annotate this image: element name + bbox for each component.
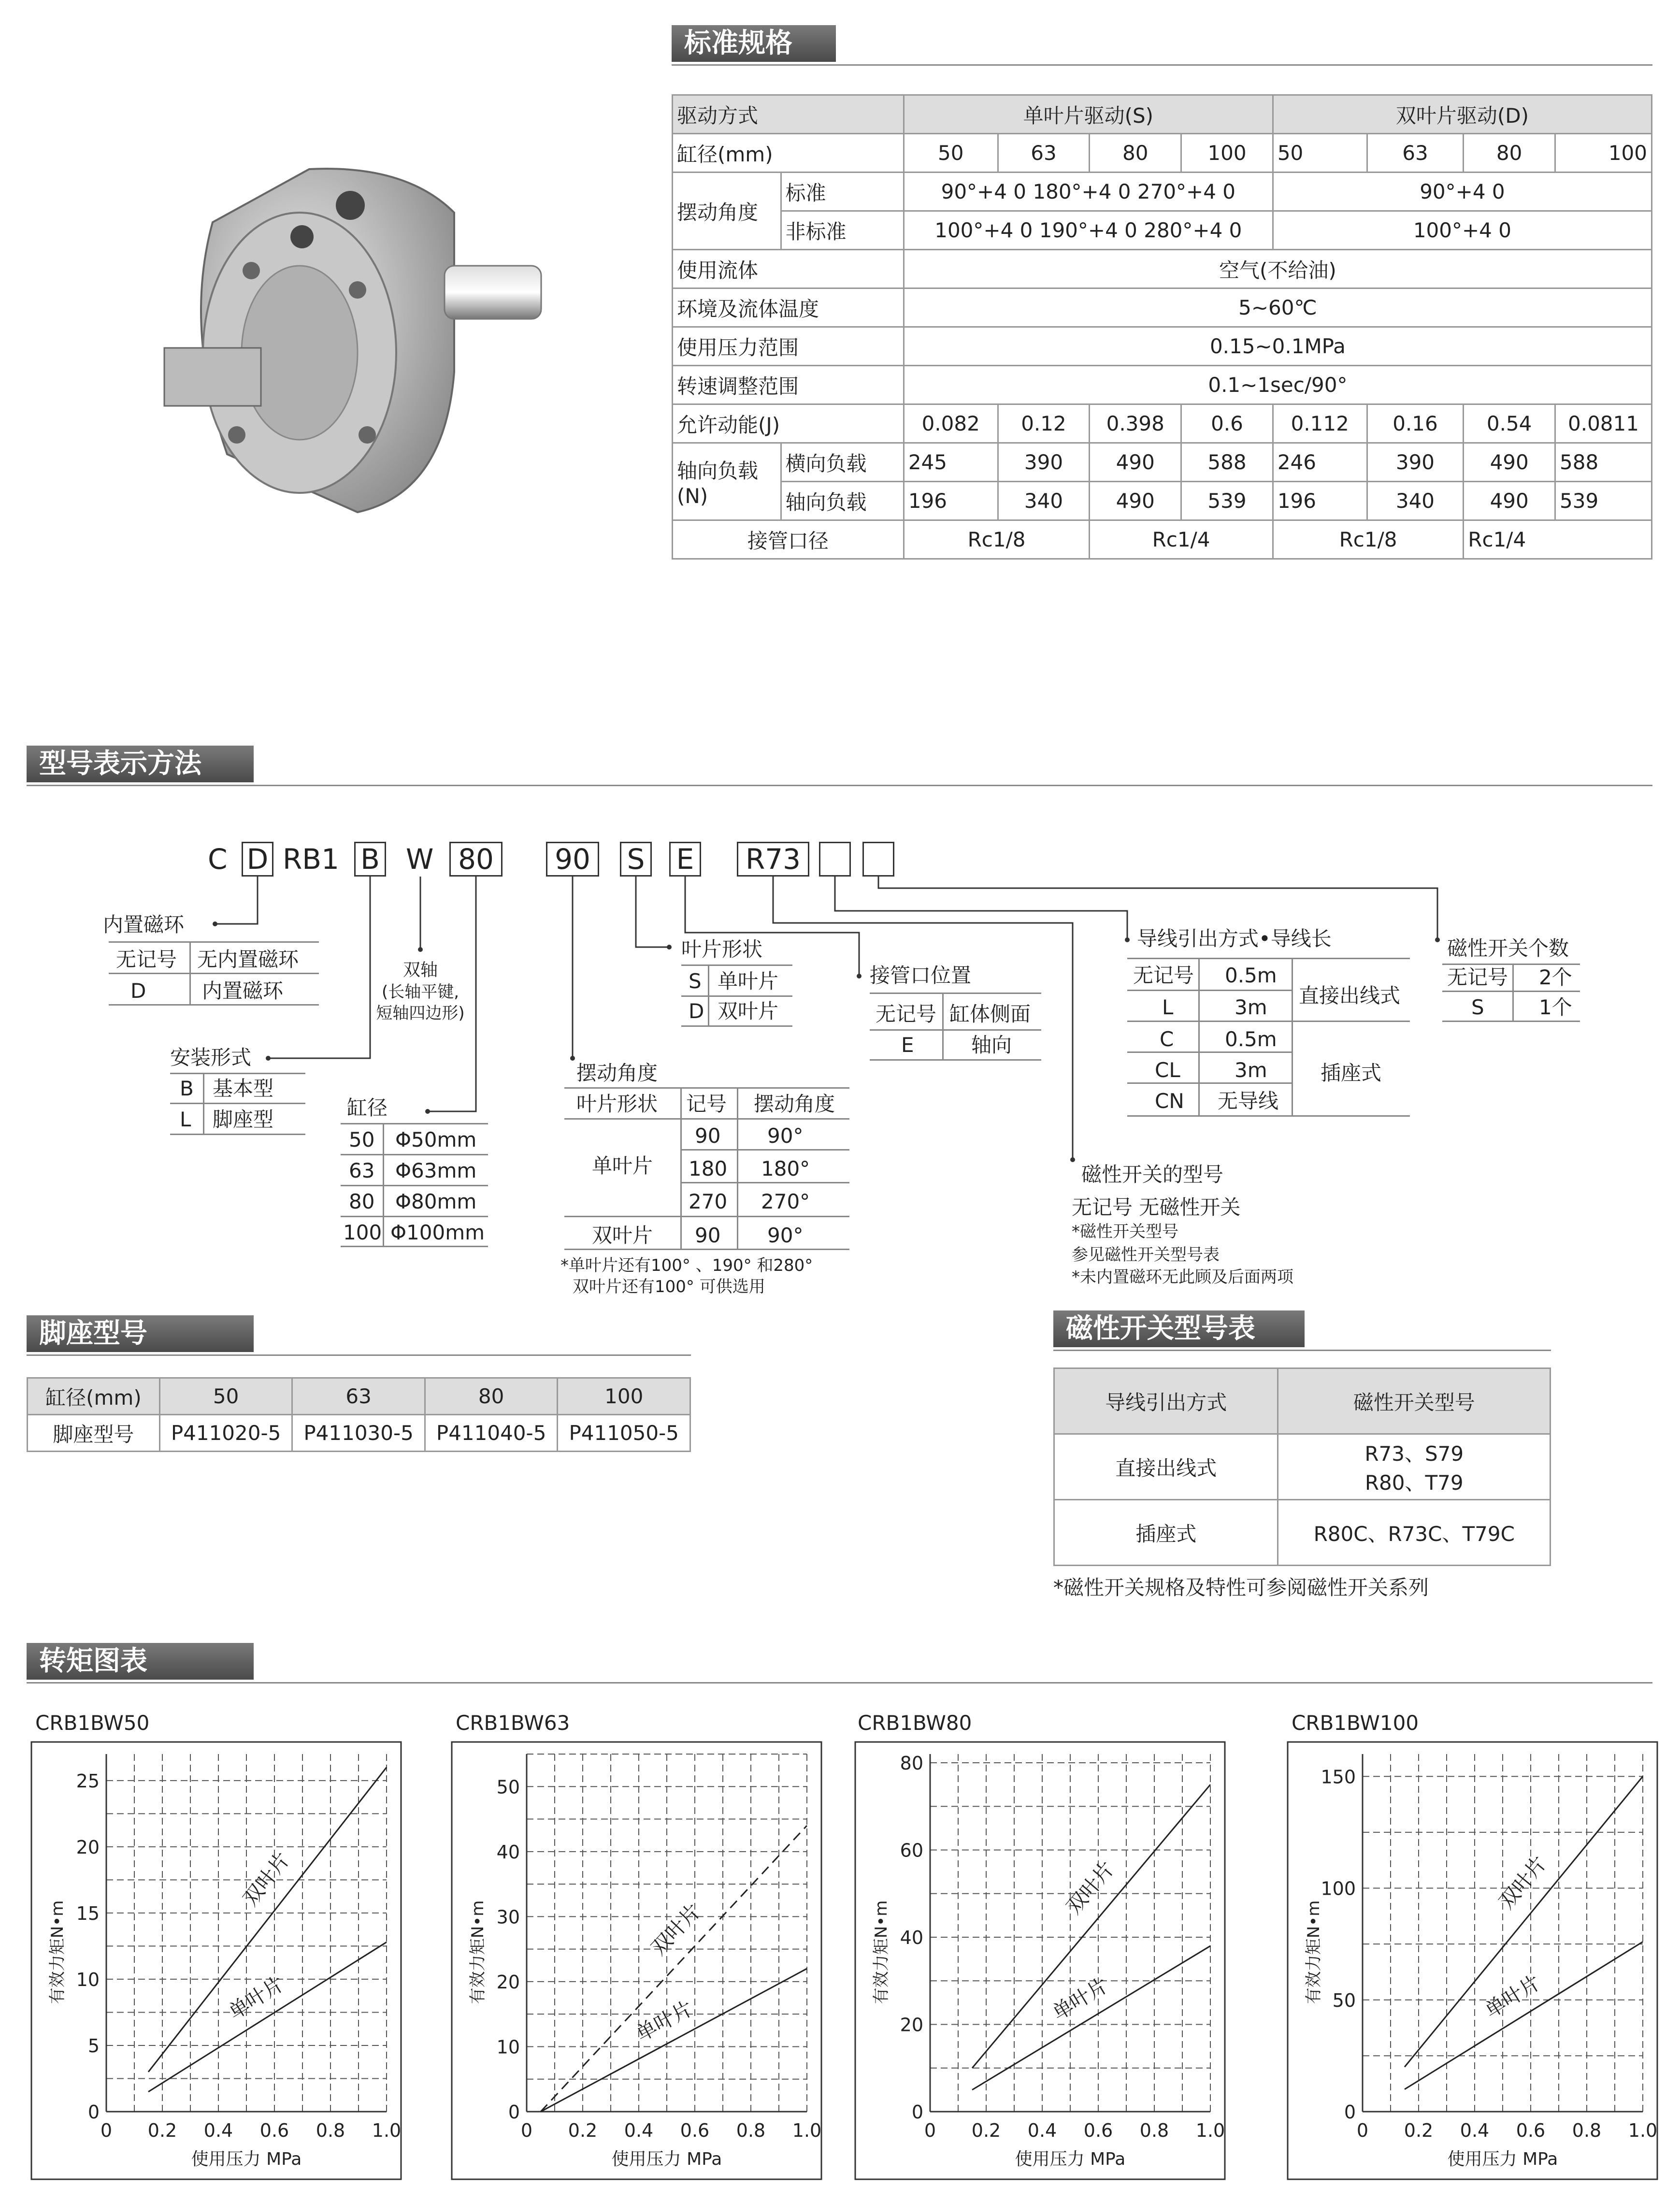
lead-divider <box>1198 958 1200 1115</box>
angle-value: 270° <box>761 1190 810 1213</box>
foot-title-rule <box>27 1354 691 1356</box>
fluid-value: 空气(不给油) <box>904 250 1651 288</box>
bore-desc: Φ100mm <box>390 1221 485 1244</box>
angle-rule <box>564 1249 849 1250</box>
chart-x-tick-label: 0.4 <box>203 2120 233 2141</box>
chart-x-axis-label: 使用压力 MPa <box>611 2149 722 2169</box>
count-desc: 1个 <box>1539 995 1572 1019</box>
chart-x-tick-label: 0.6 <box>680 2120 710 2141</box>
mount-code: L <box>180 1108 191 1131</box>
chart-y-axis-label: 有效力矩N•m <box>872 1900 891 2004</box>
switch-section-title: 磁性开关型号表 <box>1053 1310 1305 1347</box>
magnet-desc: 无内置磁环 <box>197 948 299 971</box>
magnet-title: 内置磁环 <box>103 913 185 936</box>
mount-code: B <box>180 1077 194 1100</box>
foot-hdr: 100 <box>558 1378 690 1415</box>
bore-desc: Φ50mm <box>395 1128 477 1151</box>
chart-series-label: 单叶片 <box>224 1972 288 2024</box>
angle-rule <box>680 1182 849 1183</box>
mount-title: 安装形式 <box>170 1046 252 1069</box>
count-divider <box>1512 964 1514 1021</box>
bore-cell: 50 <box>904 134 998 173</box>
foot-cell: 脚座型号 <box>28 1415 160 1452</box>
bore-code: 100 <box>343 1221 382 1244</box>
bore-desc: Φ63mm <box>395 1159 477 1182</box>
torque-chart-100 <box>1276 1740 1662 2184</box>
energy-cell: 0.082 <box>904 404 998 443</box>
chart-title: CRB1BW100 <box>1292 1711 1419 1735</box>
switch-cell: 直接出线式 <box>1054 1434 1278 1500</box>
lead-len: 3m <box>1235 1058 1267 1082</box>
lead-rule <box>1127 958 1410 959</box>
chart-title: CRB1BW63 <box>456 1711 570 1735</box>
torque-title-rule <box>27 1682 1652 1684</box>
chart-x-tick-label: 0.4 <box>1027 2120 1057 2141</box>
chart-series-line <box>541 1969 807 2112</box>
vane-title: 叶片形状 <box>681 937 763 961</box>
chart-y-tick-label: 15 <box>76 1902 100 1924</box>
angle-double: 双叶片 <box>592 1223 653 1247</box>
lead-len: 0.5m <box>1225 964 1277 987</box>
chart-x-tick-label: 0.8 <box>316 2120 345 2141</box>
bore-cell: 100 <box>1555 134 1652 173</box>
chart-y-axis-label: 有效力矩N•m <box>1304 1900 1323 2004</box>
lead-rule <box>1127 1051 1292 1053</box>
chart-series-label: 单叶片 <box>1480 1970 1545 2023</box>
chart-x-tick-label: 0 <box>100 2120 113 2141</box>
lead-code: C <box>1160 1027 1174 1051</box>
mount-rule <box>170 1134 305 1135</box>
switch-title-rule <box>1053 1350 1551 1351</box>
code-rb1: RB1 <box>283 843 339 876</box>
angle-title: 摆动角度 <box>576 1061 658 1085</box>
switch-table <box>1053 1367 1551 1566</box>
lateral-cell: 588 <box>1181 443 1273 482</box>
code-b-box: B <box>354 842 386 877</box>
angle-single: 单叶片 <box>592 1154 653 1178</box>
axial-cell: 490 <box>1090 482 1181 520</box>
axial-cell: 539 <box>1181 482 1273 520</box>
lateral-cell: 490 <box>1464 443 1555 482</box>
foot-hdr: 50 <box>159 1378 292 1415</box>
port-pos-rule <box>870 1059 1041 1061</box>
port-pos-code: E <box>901 1033 914 1057</box>
pressure-value: 0.15~0.1MPa <box>904 327 1651 366</box>
port-pos-rule <box>870 1029 1041 1031</box>
spec-section-title: 标准规格 <box>672 25 836 62</box>
magnet-rule <box>109 973 319 974</box>
swing-std-double: 90°+4 0 <box>1273 173 1651 211</box>
chart-series-label: 单叶片 <box>1048 1973 1113 2025</box>
chart-y-axis-label: 有效力矩N•m <box>48 1900 67 2004</box>
chart-x-tick-label: 1.0 <box>1628 2120 1658 2141</box>
bore-cell: 80 <box>1464 134 1555 173</box>
port-pos-desc: 轴向 <box>971 1033 1012 1057</box>
chart-x-tick-label: 0.8 <box>736 2120 766 2141</box>
count-code: S <box>1471 995 1484 1019</box>
hdr-single: 单叶片驱动(S) <box>904 95 1273 134</box>
count-rule <box>1442 991 1580 992</box>
angle-note: *单叶片还有100° 、190° 和280° <box>560 1256 813 1275</box>
bore-rule <box>341 1123 488 1124</box>
angle-rule <box>564 1216 849 1217</box>
energy-cell: 0.54 <box>1464 404 1555 443</box>
chart-series-line <box>148 1767 387 2072</box>
chart-frame <box>452 1742 821 2179</box>
switch-model: R80、T79 <box>1364 1470 1464 1495</box>
angle-divider <box>680 1087 682 1249</box>
chart-y-tick-label: 40 <box>496 1841 520 1863</box>
angle-rule <box>564 1118 849 1120</box>
chart-x-tick-label: 0.6 <box>259 2120 289 2141</box>
foot-hdr: 80 <box>425 1378 558 1415</box>
port-cell: Rc1/4 <box>1464 520 1652 559</box>
chart-x-axis-label: 使用压力 MPa <box>191 2149 302 2169</box>
hdr-drive: 驱动方式 <box>673 95 904 134</box>
chart-x-tick-label: 0.4 <box>1460 2120 1490 2141</box>
vane-code: D <box>689 999 704 1023</box>
chart-y-tick-label: 50 <box>496 1776 520 1798</box>
code-c: C <box>208 843 228 876</box>
chart-series-line <box>148 1942 387 2092</box>
code-e-box: E <box>669 842 701 877</box>
chart-y-axis-label: 有效力矩N•m <box>468 1900 488 2004</box>
vane-desc: 单叶片 <box>718 969 779 993</box>
bore-cell: 100 <box>1181 134 1273 173</box>
energy-cell: 0.6 <box>1181 404 1273 443</box>
energy-cell: 0.12 <box>998 404 1090 443</box>
foot-cell: P411040-5 <box>425 1415 558 1452</box>
count-title: 磁性开关个数 <box>1447 936 1569 960</box>
chart-y-tick-label: 20 <box>496 1971 520 1993</box>
axial-cell: 196 <box>1273 482 1367 520</box>
magnet-rule <box>109 1004 319 1006</box>
chart-series-line <box>541 1826 807 2112</box>
dual-shaft-label: 双轴 <box>402 960 438 980</box>
chart-y-tick-label: 60 <box>900 1840 923 1861</box>
model-section-title: 型号表示方法 <box>27 746 254 782</box>
mount-rule <box>170 1073 305 1074</box>
chart-x-tick-label: 0 <box>924 2120 936 2141</box>
chart-y-tick-label: 30 <box>496 1906 520 1928</box>
switch-note: *磁性开关规格及特性可参阅磁性开关系列 <box>1053 1576 1429 1599</box>
load-label: 轴向负载(N) <box>673 443 781 520</box>
foot-section-title: 脚座型号 <box>27 1315 254 1352</box>
foot-cell: P411050-5 <box>558 1415 690 1452</box>
chart-frame <box>1288 1742 1657 2179</box>
dual-shaft-note: 短轴四边形) <box>376 1004 465 1023</box>
pressure-label: 使用压力范围 <box>673 327 904 366</box>
chart-x-axis-label: 使用压力 MPa <box>1447 2149 1558 2169</box>
lateral-cell: 588 <box>1555 443 1652 482</box>
axial-cell: 340 <box>998 482 1090 520</box>
lateral-cell: 390 <box>1367 443 1464 482</box>
magnet-desc: 内置磁环 <box>202 979 284 1003</box>
chart-x-tick-label: 0 <box>1356 2120 1369 2141</box>
vane-divider <box>708 964 709 1025</box>
switch-type-line: *磁性开关型号 <box>1072 1222 1178 1241</box>
code-w: W <box>406 843 434 876</box>
temp-label: 环境及流体温度 <box>673 288 904 327</box>
count-rule <box>1442 1021 1580 1022</box>
angle-value: 90° <box>767 1124 804 1148</box>
lead-len: 0.5m <box>1225 1027 1277 1051</box>
lead-len: 无导线 <box>1218 1089 1279 1113</box>
magnet-rule <box>109 941 319 943</box>
code-d-box: D <box>242 842 273 877</box>
axial-cell: 340 <box>1367 482 1464 520</box>
chart-y-tick-label: 40 <box>900 1927 923 1949</box>
lateral-cell: 390 <box>998 443 1090 482</box>
vane-rule <box>681 964 792 966</box>
magnet-divider <box>189 941 191 1004</box>
lead-code: 无记号 <box>1133 964 1194 987</box>
lead-len: 3m <box>1235 995 1267 1019</box>
switch-cell-multi <box>1278 1434 1551 1500</box>
chart-x-tick-label: 1.0 <box>792 2120 822 2141</box>
chart-y-tick-label: 80 <box>900 1753 923 1774</box>
angle-hdr: 记号 <box>686 1092 727 1116</box>
bore-code: 80 <box>349 1190 375 1213</box>
energy-label: 允许动能(J) <box>673 404 904 443</box>
energy-cell: 0.398 <box>1090 404 1181 443</box>
port-pos-desc: 缸体侧面 <box>949 1002 1031 1026</box>
chart-x-tick-label: 0.6 <box>1083 2120 1113 2141</box>
code-90-box: 90 <box>546 842 599 877</box>
bore-cell: 50 <box>1273 134 1367 173</box>
switch-hdr: 导线引出方式 <box>1054 1368 1278 1434</box>
chart-x-tick-label: 1.0 <box>372 2120 402 2141</box>
switch-type-line: 参见磁性开关型号表 <box>1072 1245 1220 1265</box>
axial-cell: 539 <box>1555 482 1652 520</box>
mount-divider <box>203 1073 204 1134</box>
vane-rule <box>681 995 792 997</box>
switch-type-line: 无记号 无磁性开关 <box>1072 1195 1241 1219</box>
vane-desc: 双叶片 <box>718 999 779 1023</box>
chart-x-tick-label: 0.8 <box>1139 2120 1169 2141</box>
chart-y-tick-label: 150 <box>1321 1766 1356 1788</box>
chart-series-label: 双叶片 <box>646 1899 705 1960</box>
swing-nonstd-label: 非标准 <box>781 211 904 250</box>
torque-chart-50 <box>19 1740 406 2184</box>
lead-direct: 直接出线式 <box>1299 984 1401 1007</box>
port-cell: Rc1/8 <box>904 520 1090 559</box>
angle-code: 180 <box>689 1157 728 1180</box>
chart-x-tick-label: 0 <box>520 2120 533 2141</box>
chart-title: CRB1BW50 <box>35 1711 150 1735</box>
energy-cell: 0.16 <box>1367 404 1464 443</box>
magnet-code: 无记号 <box>116 948 177 971</box>
bore-title: 缸径 <box>347 1096 388 1120</box>
bore-desc: Φ80mm <box>395 1190 477 1213</box>
chart-x-tick-label: 0.8 <box>1572 2120 1602 2141</box>
chart-x-tick-label: 0.2 <box>147 2120 177 2141</box>
swing-std-label: 标准 <box>781 173 904 211</box>
chart-series-label: 双叶片 <box>1494 1851 1551 1914</box>
switch-type-title: 磁性开关的型号 <box>1081 1163 1224 1186</box>
bore-code: 50 <box>349 1128 375 1151</box>
port-label: 接管口径 <box>673 520 904 559</box>
lead-rule <box>1127 1021 1410 1022</box>
lateral-label: 横向负载 <box>781 443 904 482</box>
angle-code: 270 <box>689 1190 728 1213</box>
angle-rule <box>680 1149 849 1151</box>
switch-cell: R80C、R73C、T79C <box>1278 1500 1551 1566</box>
chart-y-tick-label: 100 <box>1321 1878 1356 1900</box>
chart-y-tick-label: 0 <box>87 2101 100 2123</box>
switch-type-line: *未内置磁环无此顾及后面两项 <box>1072 1267 1293 1287</box>
foot-cell: P411020-5 <box>159 1415 292 1452</box>
foot-table <box>27 1377 691 1452</box>
bore-rule <box>341 1216 488 1217</box>
foot-hdr: 缸径(mm) <box>28 1378 160 1415</box>
temp-value: 5~60℃ <box>904 288 1651 327</box>
lead-title: 导线引出方式•导线长 <box>1137 927 1332 950</box>
lead-rule <box>1127 1082 1292 1084</box>
vane-rule <box>681 1025 792 1027</box>
chart-y-tick-label: 0 <box>911 2101 923 2123</box>
foot-cell: P411030-5 <box>292 1415 425 1452</box>
torque-chart-63 <box>440 1740 826 2184</box>
bore-cell: 63 <box>1367 134 1464 173</box>
port-pos-code: 无记号 <box>876 1002 937 1026</box>
dual-shaft-note: (长轴平键, <box>381 982 459 1002</box>
chart-x-tick-label: 0.2 <box>568 2120 598 2141</box>
count-rule <box>1442 964 1580 965</box>
chart-y-tick-label: 20 <box>900 2014 923 2036</box>
bore-cell: 63 <box>998 134 1090 173</box>
switch-cell: 插座式 <box>1054 1500 1278 1566</box>
count-desc: 2个 <box>1539 965 1572 989</box>
count-code: 无记号 <box>1447 965 1508 989</box>
port-pos-title: 接管口位置 <box>870 964 972 987</box>
angle-rule <box>564 1087 849 1089</box>
lead-divider <box>1292 958 1293 1115</box>
chart-y-tick-label: 0 <box>508 2101 520 2123</box>
bore-rule <box>341 1185 488 1186</box>
port-pos-divider <box>942 993 944 1059</box>
speed-value: 0.1~1sec/90° <box>904 366 1651 404</box>
swing-label: 摆动角度 <box>673 173 781 250</box>
chart-series-line <box>1405 1942 1643 2089</box>
lead-code: L <box>1162 995 1174 1019</box>
foot-hdr: 63 <box>292 1378 425 1415</box>
switch-model: R73、S79 <box>1364 1441 1464 1466</box>
chart-x-tick-label: 0.2 <box>971 2120 1001 2141</box>
hdr-double: 双叶片驱动(D) <box>1273 95 1651 134</box>
angle-note: 双叶片还有100° 可供选用 <box>573 1277 765 1296</box>
energy-cell: 0.112 <box>1273 404 1367 443</box>
axial-cell: 490 <box>1464 482 1555 520</box>
chart-series-line <box>972 1785 1210 2068</box>
chart-y-tick-label: 20 <box>76 1836 100 1858</box>
swing-nonstd-double: 100°+4 0 <box>1273 211 1651 250</box>
port-pos-rule <box>870 993 1041 994</box>
chart-series-label: 双叶片 <box>238 1847 295 1911</box>
chart-y-tick-label: 50 <box>1332 1989 1356 2011</box>
port-cell: Rc1/8 <box>1273 520 1463 559</box>
chart-x-tick-label: 0.4 <box>624 2120 654 2141</box>
chart-series-label: 双叶片 <box>1062 1857 1119 1919</box>
axial-label: 轴向负载 <box>781 482 904 520</box>
mount-desc: 脚座型 <box>213 1108 274 1131</box>
angle-code: 90 <box>695 1124 721 1148</box>
bore-label: 缸径(mm) <box>673 134 904 173</box>
mount-desc: 基本型 <box>213 1077 274 1100</box>
angle-hdr: 摆动角度 <box>754 1092 835 1116</box>
speed-label: 转速调整范围 <box>673 366 904 404</box>
code-r73-box: R73 <box>737 842 809 877</box>
mount-rule <box>170 1103 305 1104</box>
chart-x-axis-label: 使用压力 MPa <box>1015 2149 1126 2169</box>
chart-series-label: 单叶片 <box>632 1996 697 2046</box>
lateral-cell: 245 <box>904 443 998 482</box>
fluid-label: 使用流体 <box>673 250 904 288</box>
chart-y-tick-label: 25 <box>76 1770 100 1792</box>
chart-y-tick-label: 10 <box>496 2036 520 2058</box>
chart-x-tick-label: 1.0 <box>1195 2120 1225 2141</box>
bore-rule <box>341 1154 488 1155</box>
chart-x-tick-label: 0.6 <box>1516 2120 1546 2141</box>
swing-nonstd-single: 100°+4 0 190°+4 0 280°+4 0 <box>904 211 1273 250</box>
port-cell: Rc1/4 <box>1090 520 1273 559</box>
angle-value: 90° <box>767 1223 804 1247</box>
magnet-code: D <box>130 979 146 1003</box>
axial-cell: 196 <box>904 482 998 520</box>
chart-y-tick-label: 5 <box>87 2035 100 2057</box>
bore-cell: 80 <box>1090 134 1181 173</box>
bore-divider <box>383 1123 384 1246</box>
bore-code: 63 <box>349 1159 375 1182</box>
bore-rule <box>341 1246 488 1247</box>
angle-divider <box>737 1087 738 1249</box>
lateral-cell: 246 <box>1273 443 1367 482</box>
chart-frame <box>855 1742 1225 2179</box>
vane-code: S <box>689 969 702 993</box>
swing-std-single: 90°+4 0 180°+4 0 270°+4 0 <box>904 173 1273 211</box>
chart-series-line <box>1405 1776 1643 2067</box>
lateral-cell: 490 <box>1090 443 1181 482</box>
torque-section-title: 转矩图表 <box>27 1643 254 1680</box>
lead-plug: 插座式 <box>1321 1061 1382 1085</box>
lead-code: CN <box>1155 1089 1184 1113</box>
lead-rule <box>1127 990 1292 991</box>
angle-hdr: 叶片形状 <box>576 1092 658 1116</box>
chart-frame <box>31 1742 401 2179</box>
lead-code: CL <box>1155 1058 1180 1082</box>
lead-rule <box>1127 1115 1410 1117</box>
angle-code: 90 <box>695 1223 721 1247</box>
code-s-box: S <box>620 842 652 877</box>
torque-chart-80 <box>843 1740 1230 2184</box>
switch-hdr: 磁性开关型号 <box>1278 1368 1551 1434</box>
chart-y-tick-label: 0 <box>1344 2101 1356 2123</box>
angle-value: 180° <box>761 1157 810 1180</box>
chart-y-tick-label: 10 <box>76 1969 100 1990</box>
code-80-box: 80 <box>449 842 503 877</box>
chart-title: CRB1BW80 <box>858 1711 972 1735</box>
chart-x-tick-label: 0.2 <box>1404 2120 1434 2141</box>
energy-cell: 0.0811 <box>1555 404 1652 443</box>
